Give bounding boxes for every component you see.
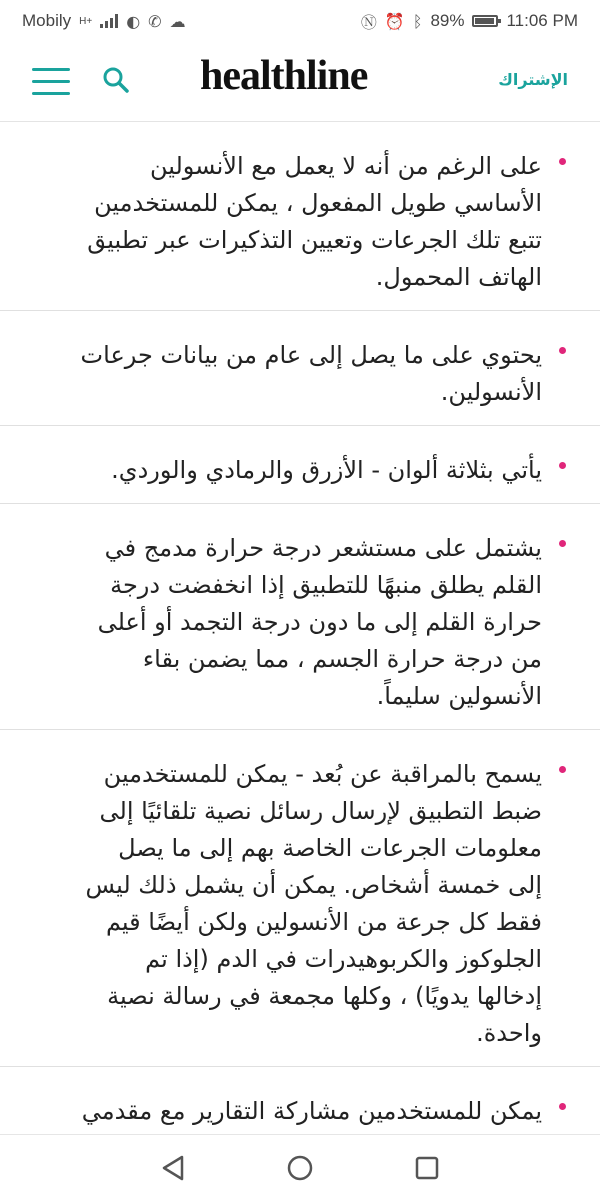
- battery-icon: [472, 15, 498, 27]
- status-right: [361, 10, 578, 33]
- alarm-icon: ⏰: [384, 11, 405, 31]
- bluetooth-icon: ᛒ: [412, 11, 423, 31]
- clock: 11:06 PM: [506, 11, 578, 30]
- back-icon[interactable]: [158, 1153, 188, 1183]
- list-item-text: يسمح بالمراقبة عن بُعد - يمكن للمستخدمين ضبط التطبيق لإرسال رسائل نصية تلقائيًا إلى معلومات الجرعات الخاصة بهم إلى ما يصل إلى خمسة أشخاص. يمكن أن يشمل ذلك ليس فقط كل جرعة من الأنسولين ولكن أيضًا قيم الجلوكوز والكربوهيدرات في الدم (إذا تم إدخالها يدويًا) ، وكلها مجمعة في رسالة نصية واحدة.: [85, 760, 542, 1047]
- search-icon[interactable]: [100, 64, 132, 96]
- recents-icon[interactable]: [412, 1153, 442, 1183]
- menu-icon[interactable]: [32, 68, 70, 96]
- list-item-text: على الرغم من أنه لا يعمل مع الأنسولين الأساسي طويل المفعول ، يمكن للمستخدمين تتبع تلك الجرعات وتعيين التذكيرات عبر تطبيق الهاتف المحمول.: [87, 152, 542, 291]
- battery-percent: 89%: [430, 11, 465, 30]
- article-content: [0, 122, 600, 1134]
- data-saver-icon: ◐: [126, 11, 141, 31]
- network-type: H+: [79, 15, 93, 27]
- list-item-text: يحتوي على ما يصل إلى عام من بيانات جرعات الأنسولين.: [80, 341, 542, 406]
- list-item-text: يشتمل على مستشعر درجة حرارة مدمج في القلم يطلق منبهًا للتطبيق إذا انخفضت درجة حرارة القلم إلى ما دون درجة التجمد أو أعلى من درجة حرارة الجسم ، مما يضمن بقاء الأنسولين سليماً.: [97, 534, 542, 710]
- feature-list: [0, 122, 600, 1182]
- list-item: [0, 311, 600, 426]
- list-item-text: يأتي بثلاثة ألوان - الأزرق والرمادي والوردي.: [111, 456, 542, 484]
- list-item: [0, 504, 600, 730]
- nfc-icon: Ⓝ: [360, 12, 377, 32]
- home-icon[interactable]: [285, 1153, 315, 1183]
- cloud-icon: ☁: [169, 11, 186, 31]
- list-item-text: يمكن للمستخدمين مشاركة التقارير مع مقدمي: [81, 1097, 542, 1125]
- status-left: [22, 11, 186, 31]
- bullet-icon: [559, 462, 566, 469]
- list-item: [0, 730, 600, 1067]
- app-header: [0, 42, 600, 122]
- healthline-logo[interactable]: healthline: [200, 53, 368, 99]
- carrier-name: Mobily: [22, 11, 72, 30]
- list-item: [0, 426, 600, 504]
- signal-icon: [100, 14, 118, 28]
- status-bar: [0, 0, 600, 42]
- bullet-icon: [559, 1103, 566, 1110]
- bullet-icon: [559, 347, 566, 354]
- list-item: [0, 122, 600, 311]
- bullet-icon: [559, 540, 566, 547]
- bullet-icon: [559, 766, 566, 773]
- bullet-icon: [559, 158, 566, 165]
- system-nav-bar: [0, 1134, 600, 1201]
- subscribe-link[interactable]: الإشتراك: [498, 70, 568, 89]
- whatsapp-icon: ✆: [148, 11, 162, 31]
